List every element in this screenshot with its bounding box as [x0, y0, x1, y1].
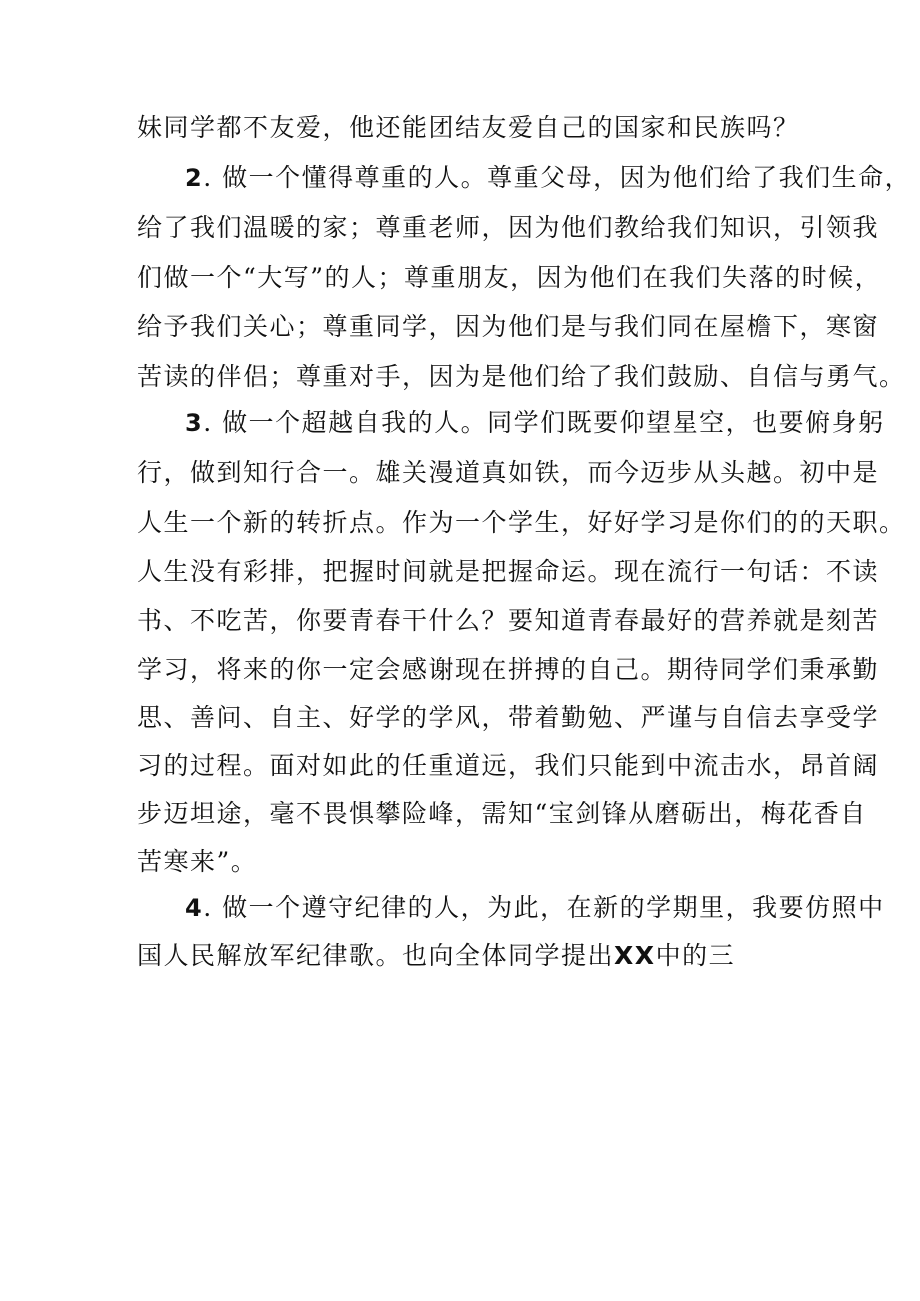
paragraph-2-line-4: 给予我们关心；尊重同学，因为他们是与我们同在屋檐下，寒窗 [137, 312, 880, 341]
paragraph-4-line-1-text: . 做一个遵守纪律的人，为此，在新的学期里，我要仿照中 [203, 893, 885, 922]
paragraph-3-line-2: 行，做到知行合一。雄关漫道真如铁，而今迈步从头越。初中是 [137, 458, 880, 487]
list-number: 3 [185, 409, 204, 437]
paragraph-4-line-2-text: 国人民解放军纪律歌。也向全体同学提出 [137, 941, 615, 970]
paragraph-2-line-2: 给了我们温暖的家；尊重老师，因为他们教给我们知识，引领我 [137, 213, 880, 242]
paragraph-2-line-1-text: . 做一个懂得尊重的人。尊重父母，因为他们给了我们生命， [203, 163, 912, 192]
paragraph-2-line-5: 苦读的伴侣；尊重对手，因为是他们给了我们鼓励、自信与勇气。 [137, 362, 906, 391]
paragraph-3-line-7: 思、善问、自主、好学的学风，带着勤勉、严谨与自信去享受学 [137, 703, 880, 732]
paragraph-3-line-3: 人生一个新的转折点。作为一个学生，好好学习是你们的的天职。 [137, 508, 906, 537]
paragraph-4-line-2-tail: 中的三 [655, 941, 736, 970]
paragraph-2-line-1 [185, 163, 911, 193]
paragraph-3-line-8: 习的过程。面对如此的任重道远，我们只能到中流击水，昂首阔 [137, 751, 880, 780]
paragraph-3-line-1-text: . 做一个超越自我的人。同学们既要仰望星空，也要俯身躬 [203, 408, 885, 437]
bold-placeholder: XX [614, 941, 656, 970]
paragraph-2-line-3: 们做一个“大写”的人；尊重朋友，因为他们在我们失落的时候， [137, 263, 882, 292]
paragraph-3-line-6: 学习，将来的你一定会感谢现在拼搏的自己。期待同学们秉承勤 [137, 655, 880, 684]
list-number: 2 [185, 164, 204, 192]
paragraph-4-line-2 [137, 941, 735, 971]
paragraph-3-line-1 [185, 408, 885, 438]
paragraph-3-line-4: 人生没有彩排，把握时间就是把握命运。现在流行一句话：不读 [137, 557, 880, 586]
paragraph-3-line-9: 步迈坦途，毫不畏惧攀险峰，需知“宝剑锋从磨砺出，梅花香自 [137, 799, 867, 828]
paragraph-1-line-1: 妹同学都不友爱，他还能团结友爱自己的国家和民族吗？ [137, 113, 800, 142]
list-number: 4 [185, 894, 204, 922]
paragraph-3-line-10: 苦寒来”。 [137, 847, 258, 876]
paragraph-3-line-5: 书、不吃苦，你要青春干什么？要知道青春最好的营养就是刻苦 [137, 606, 880, 635]
paragraph-4-line-1 [185, 893, 885, 923]
